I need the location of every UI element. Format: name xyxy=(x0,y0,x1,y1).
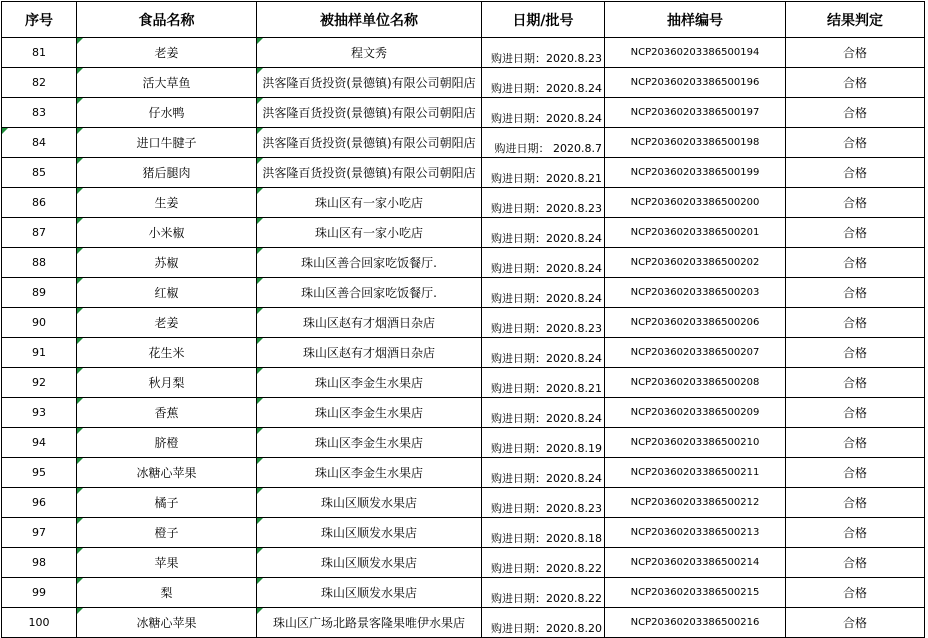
cell-sample-code[interactable]: NCP20360203386500210 xyxy=(605,428,786,458)
cell-food-name[interactable]: 进口牛腱子 xyxy=(77,128,257,158)
cell-result[interactable]: 合格 xyxy=(786,128,925,158)
table-row xyxy=(2,128,925,158)
cell-sampled-unit[interactable]: 珠山区李金生水果店 xyxy=(257,428,482,458)
cell-serial-no[interactable]: 96 xyxy=(2,488,77,518)
cell-food-name[interactable]: 老姜 xyxy=(77,308,257,338)
cell-serial-no[interactable]: 97 xyxy=(2,518,77,548)
cell-sampled-unit[interactable]: 珠山区李金生水果店 xyxy=(257,368,482,398)
table-row xyxy=(2,578,925,608)
cell-sample-code[interactable]: NCP20360203386500206 xyxy=(605,308,786,338)
cell-serial-no[interactable]: 95 xyxy=(2,458,77,488)
cell-sampled-unit[interactable]: 珠山区顺发水果店 xyxy=(257,578,482,608)
cell-serial-no[interactable]: 100 xyxy=(2,608,77,638)
cell-serial-no[interactable]: 91 xyxy=(2,338,77,368)
cell-result[interactable]: 合格 xyxy=(786,278,925,308)
cell-date-batch[interactable]: 购进日期：2020.8.23 xyxy=(482,38,605,68)
cell-sample-code[interactable]: NCP20360203386500196 xyxy=(605,68,786,98)
cell-sampled-unit[interactable]: 珠山区李金生水果店 xyxy=(257,458,482,488)
cell-food-name[interactable]: 红椒 xyxy=(77,278,257,308)
cell-sampled-unit[interactable]: 珠山区有一家小吃店 xyxy=(257,218,482,248)
table-row xyxy=(2,398,925,428)
cell-sample-code[interactable]: NCP20360203386500202 xyxy=(605,248,786,278)
cell-result[interactable]: 合格 xyxy=(786,38,925,68)
cell-date-batch[interactable]: 购进日期：2020.8.23 xyxy=(482,308,605,338)
cell-result[interactable]: 合格 xyxy=(786,548,925,578)
cell-date-batch[interactable]: 购进日期： 2020.8.7 xyxy=(482,128,605,158)
cell-serial-no[interactable]: 86 xyxy=(2,188,77,218)
cell-food-name[interactable]: 橙子 xyxy=(77,518,257,548)
table-row xyxy=(2,428,925,458)
cell-food-name[interactable]: 猪后腿肉 xyxy=(77,158,257,188)
cell-sample-code[interactable]: NCP20360203386500194 xyxy=(605,38,786,68)
table-row xyxy=(2,158,925,188)
cell-result[interactable]: 合格 xyxy=(786,248,925,278)
cell-date-batch[interactable]: 购进日期：2020.8.22 xyxy=(482,578,605,608)
cell-serial-no[interactable]: 98 xyxy=(2,548,77,578)
cell-date-batch[interactable]: 购进日期：2020.8.24 xyxy=(482,68,605,98)
cell-result[interactable]: 合格 xyxy=(786,188,925,218)
table-row xyxy=(2,548,925,578)
cell-food-name[interactable]: 脐橙 xyxy=(77,428,257,458)
cell-date-batch[interactable]: 购进日期：2020.8.18 xyxy=(482,518,605,548)
cell-serial-no[interactable]: 94 xyxy=(2,428,77,458)
cell-serial-no[interactable]: 83 xyxy=(2,98,77,128)
cell-sample-code[interactable]: NCP20360203386500201 xyxy=(605,218,786,248)
cell-sampled-unit[interactable]: 洪客隆百货投资(景德镇)有限公司朝阳店 xyxy=(257,68,482,98)
cell-sampled-unit[interactable]: 洪客隆百货投资(景德镇)有限公司朝阳店 xyxy=(257,158,482,188)
cell-date-batch[interactable]: 购进日期：2020.8.24 xyxy=(482,218,605,248)
table-row xyxy=(2,488,925,518)
cell-result[interactable]: 合格 xyxy=(786,98,925,128)
cell-sample-code[interactable]: NCP20360203386500215 xyxy=(605,578,786,608)
cell-sampled-unit[interactable]: 珠山区赵有才烟酒日杂店 xyxy=(257,308,482,338)
cell-food-name[interactable]: 秋月梨 xyxy=(77,368,257,398)
cell-serial-no[interactable]: 87 xyxy=(2,218,77,248)
cell-result[interactable]: 合格 xyxy=(786,158,925,188)
cell-food-name[interactable]: 苏椒 xyxy=(77,248,257,278)
cell-sample-code[interactable]: NCP20360203386500197 xyxy=(605,98,786,128)
cell-food-name[interactable]: 生姜 xyxy=(77,188,257,218)
cell-result[interactable]: 合格 xyxy=(786,398,925,428)
cell-sample-code[interactable]: NCP20360203386500200 xyxy=(605,188,786,218)
cell-date-batch[interactable]: 购进日期：2020.8.19 xyxy=(482,428,605,458)
cell-serial-no[interactable]: 81 xyxy=(2,38,77,68)
cell-date-batch[interactable]: 购进日期：2020.8.23 xyxy=(482,488,605,518)
cell-serial-no[interactable]: 88 xyxy=(2,248,77,278)
cell-date-batch[interactable]: 购进日期：2020.8.24 xyxy=(482,398,605,428)
cell-serial-no[interactable]: 93 xyxy=(2,398,77,428)
cell-serial-no[interactable]: 85 xyxy=(2,158,77,188)
cell-serial-no[interactable]: 82 xyxy=(2,68,77,98)
table-row xyxy=(2,68,925,98)
cell-sampled-unit[interactable]: 珠山区有一家小吃店 xyxy=(257,188,482,218)
table-row xyxy=(2,188,925,218)
cell-date-batch[interactable]: 购进日期：2020.8.20 xyxy=(482,608,605,638)
cell-food-name[interactable]: 花生米 xyxy=(77,338,257,368)
cell-result[interactable]: 合格 xyxy=(786,68,925,98)
header-result: 结果判定 xyxy=(786,2,925,38)
cell-date-batch[interactable]: 购进日期：2020.8.22 xyxy=(482,548,605,578)
cell-food-name[interactable]: 活大草鱼 xyxy=(77,68,257,98)
cell-sample-code[interactable]: NCP20360203386500212 xyxy=(605,488,786,518)
header-row xyxy=(2,2,925,38)
cell-sampled-unit[interactable]: 程文秀 xyxy=(257,38,482,68)
header-serial-no: 序号 xyxy=(2,2,77,38)
cell-food-name[interactable]: 冰糖心苹果 xyxy=(77,458,257,488)
cell-date-batch[interactable]: 购进日期：2020.8.21 xyxy=(482,368,605,398)
cell-result[interactable]: 合格 xyxy=(786,518,925,548)
table-row xyxy=(2,38,925,68)
cell-sampled-unit[interactable]: 珠山区善合回家吃饭餐厅. xyxy=(257,278,482,308)
table-row xyxy=(2,338,925,368)
table-row xyxy=(2,248,925,278)
cell-sampled-unit[interactable]: 珠山区顺发水果店 xyxy=(257,518,482,548)
table-row xyxy=(2,218,925,248)
cell-serial-no[interactable]: 89 xyxy=(2,278,77,308)
cell-food-name[interactable]: 小米椒 xyxy=(77,218,257,248)
cell-food-name[interactable]: 老姜 xyxy=(77,38,257,68)
cell-sampled-unit[interactable]: 洪客隆百货投资(景德镇)有限公司朝阳店 xyxy=(257,128,482,158)
table-row xyxy=(2,518,925,548)
table-row xyxy=(2,458,925,488)
cell-serial-no[interactable]: 90 xyxy=(2,308,77,338)
cell-result[interactable]: 合格 xyxy=(786,308,925,338)
cell-sampled-unit[interactable]: 珠山区广场北路景客隆果唯伊水果店 xyxy=(257,608,482,638)
table-row xyxy=(2,308,925,338)
cell-food-name[interactable]: 冰糖心苹果 xyxy=(77,608,257,638)
header-date-batch: 日期/批号 xyxy=(482,2,605,38)
cell-date-batch[interactable]: 购进日期：2020.8.24 xyxy=(482,338,605,368)
header-food-name: 食品名称 xyxy=(77,2,257,38)
cell-food-name[interactable]: 梨 xyxy=(77,578,257,608)
table-row xyxy=(2,608,925,638)
cell-result[interactable]: 合格 xyxy=(786,458,925,488)
cell-result[interactable]: 合格 xyxy=(786,338,925,368)
cell-result[interactable]: 合格 xyxy=(786,368,925,398)
cell-sampled-unit[interactable]: 珠山区李金生水果店 xyxy=(257,398,482,428)
cell-sample-code[interactable]: NCP20360203386500216 xyxy=(605,608,786,638)
cell-sample-code[interactable]: NCP20360203386500203 xyxy=(605,278,786,308)
cell-sample-code[interactable]: NCP20360203386500208 xyxy=(605,368,786,398)
cell-sample-code[interactable]: NCP20360203386500214 xyxy=(605,548,786,578)
cell-date-batch[interactable]: 购进日期：2020.8.24 xyxy=(482,458,605,488)
cell-sample-code[interactable]: NCP20360203386500198 xyxy=(605,128,786,158)
table-row xyxy=(2,278,925,308)
header-sample-code: 抽样编号 xyxy=(605,2,786,38)
cell-date-batch[interactable]: 购进日期：2020.8.24 xyxy=(482,248,605,278)
header-sampled-unit: 被抽样单位名称 xyxy=(257,2,482,38)
cell-sampled-unit[interactable]: 珠山区顺发水果店 xyxy=(257,488,482,518)
cell-date-batch[interactable]: 购进日期：2020.8.24 xyxy=(482,278,605,308)
cell-result[interactable]: 合格 xyxy=(786,428,925,458)
cell-sample-code[interactable]: NCP20360203386500199 xyxy=(605,158,786,188)
cell-date-batch[interactable]: 购进日期：2020.8.23 xyxy=(482,188,605,218)
cell-sampled-unit[interactable]: 珠山区善合回家吃饭餐厅. xyxy=(257,248,482,278)
cell-food-name[interactable]: 仔水鸭 xyxy=(77,98,257,128)
cell-sampled-unit[interactable]: 洪客隆百货投资(景德镇)有限公司朝阳店 xyxy=(257,98,482,128)
cell-result[interactable]: 合格 xyxy=(786,608,925,638)
cell-sample-code[interactable]: NCP20360203386500213 xyxy=(605,518,786,548)
cell-serial-no[interactable]: 99 xyxy=(2,578,77,608)
cell-sampled-unit[interactable]: 珠山区赵有才烟酒日杂店 xyxy=(257,338,482,368)
cell-sample-code[interactable]: NCP20360203386500207 xyxy=(605,338,786,368)
cell-result[interactable]: 合格 xyxy=(786,488,925,518)
sampling-results-table xyxy=(1,1,925,638)
table-row xyxy=(2,98,925,128)
table-row xyxy=(2,368,925,398)
cell-date-batch[interactable]: 购进日期：2020.8.24 xyxy=(482,98,605,128)
cell-sample-code[interactable]: NCP20360203386500211 xyxy=(605,458,786,488)
cell-food-name[interactable]: 橘子 xyxy=(77,488,257,518)
cell-result[interactable]: 合格 xyxy=(786,578,925,608)
cell-result[interactable]: 合格 xyxy=(786,218,925,248)
cell-food-name[interactable]: 香蕉 xyxy=(77,398,257,428)
cell-sample-code[interactable]: NCP20360203386500209 xyxy=(605,398,786,428)
cell-food-name[interactable]: 苹果 xyxy=(77,548,257,578)
cell-date-batch[interactable]: 购进日期：2020.8.21 xyxy=(482,158,605,188)
cell-sampled-unit[interactable]: 珠山区顺发水果店 xyxy=(257,548,482,578)
cell-serial-no[interactable]: 84 xyxy=(2,128,77,158)
cell-serial-no[interactable]: 92 xyxy=(2,368,77,398)
